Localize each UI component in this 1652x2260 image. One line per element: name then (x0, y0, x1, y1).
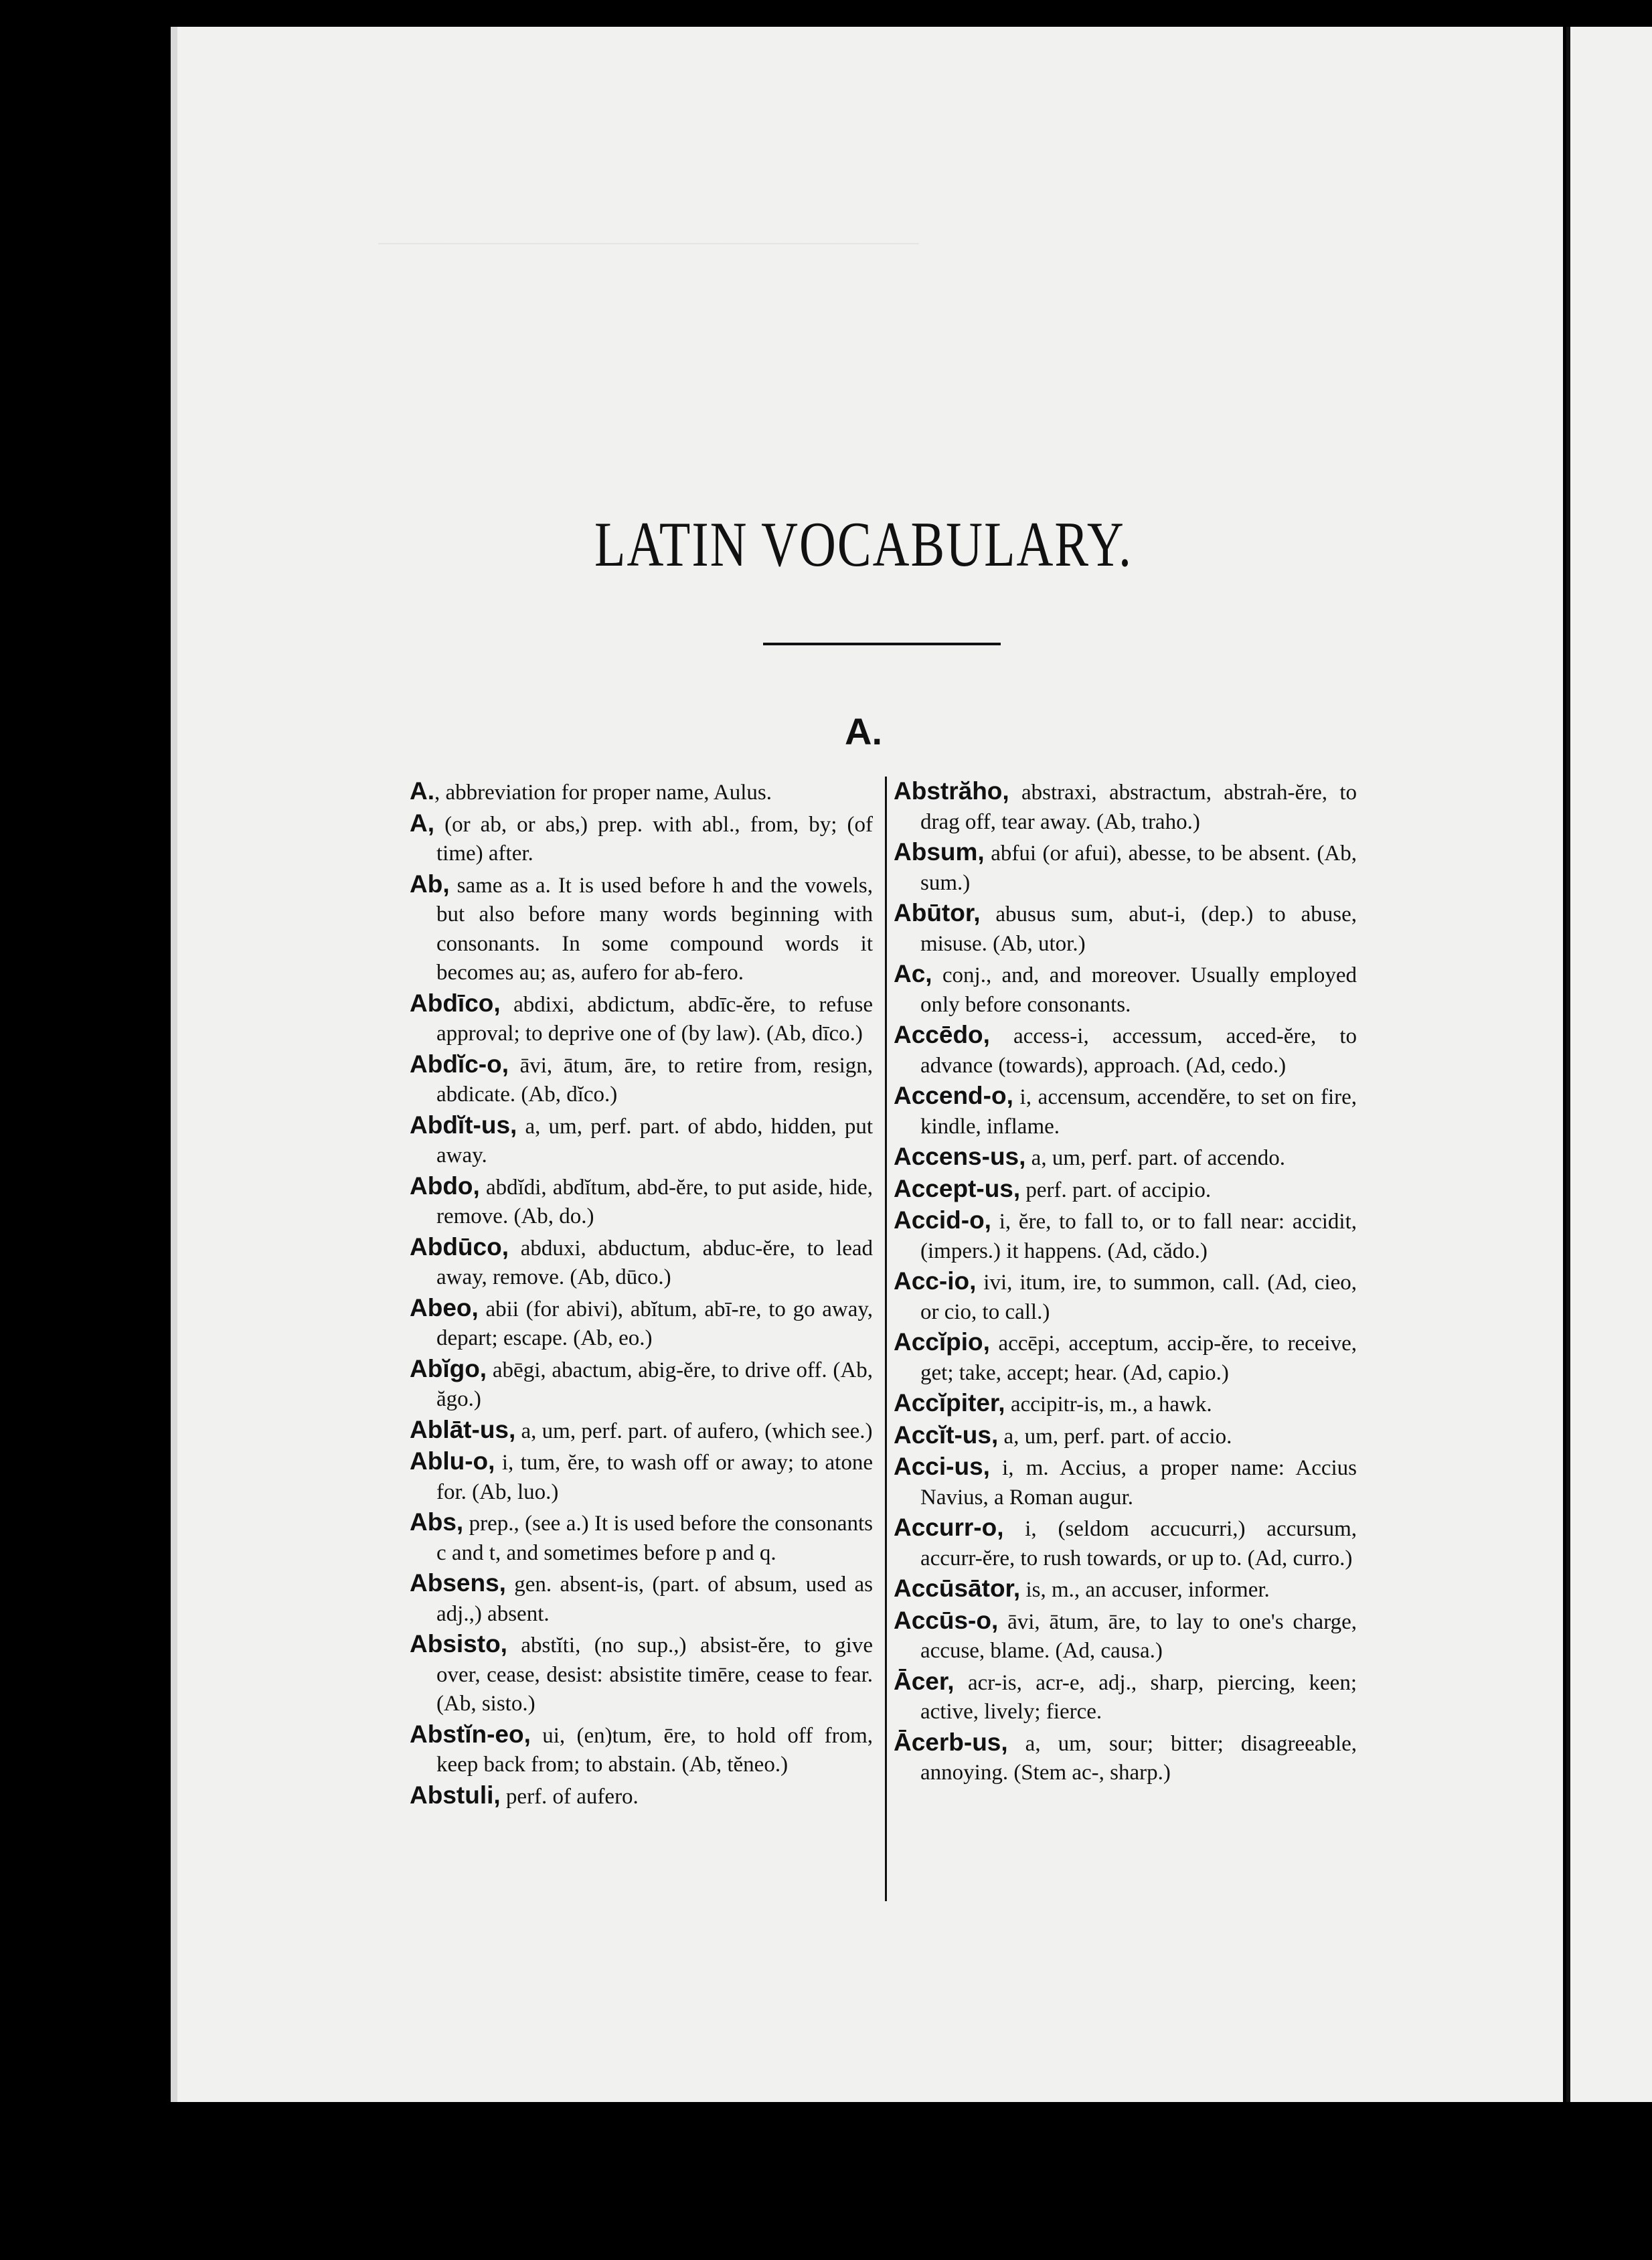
entry (894, 1513, 1357, 1573)
entry (894, 1206, 1357, 1266)
headword: Acci-us, (894, 1453, 990, 1480)
entry (894, 777, 1357, 837)
left-column (410, 777, 873, 1812)
headword: Accens-us, (894, 1143, 1026, 1170)
definition: conj., and, and moreover. Usually employed only before consonants. (920, 963, 1357, 1017)
definition: accēpi, acceptum, accip-ĕre, to receive, get; take, accept; hear. (Ad, capio.) (920, 1331, 1357, 1385)
definition: abēgi, abactum, abig-ĕre, to drive off. (Ab, ăgo.) (436, 1358, 873, 1411)
definition: a, um, sour; bitter; disagreeable, annoying. (Stem ac-, sharp.) (920, 1731, 1357, 1785)
headword: Abūtor, (894, 899, 981, 926)
entry (410, 777, 873, 808)
definition: abusus sum, abut-i, (dep.) to abuse, misuse. (Ab, utor.) (920, 902, 1357, 956)
entry (894, 1606, 1357, 1666)
section-letter: A. (845, 710, 882, 752)
headword: Abdo, (410, 1172, 480, 1200)
headword: Accid-o, (894, 1206, 991, 1234)
definition: i, (seldom accucurri,) accursum, accurr-ĕre, to rush towards, or up to. (Ad, curro.) (920, 1517, 1357, 1570)
headword: Abstrăho, (894, 777, 1009, 805)
entry (410, 1232, 873, 1293)
definition: abstraxi, abstractum, abstrah-ĕre, to drag off, tear away. (Ab, traho.) (920, 781, 1357, 834)
entry (410, 1415, 873, 1447)
headword: Abĭgo, (410, 1354, 487, 1382)
entry (410, 989, 873, 1049)
right-column (894, 777, 1357, 1789)
headword: Abdĭt-us, (410, 1111, 517, 1139)
entry (894, 1327, 1357, 1388)
headword: Absens, (410, 1569, 506, 1597)
entry (894, 898, 1357, 959)
definition: a, um, perf. part. of accio. (998, 1424, 1232, 1449)
title-rule (763, 643, 1001, 645)
entry (894, 959, 1357, 1020)
definition: perf. part. of accipio. (1020, 1178, 1212, 1202)
headword: Accēdo, (894, 1021, 990, 1048)
headword: Accend-o, (894, 1082, 1013, 1109)
headword: A. (410, 777, 434, 805)
definition: abduxi, abductum, abduc-ĕre, to lead away, remove. (Ab, dūco.) (436, 1236, 873, 1289)
headword: Accĭpio, (894, 1328, 990, 1356)
definition: abdĭdi, abdĭtum, abd-ĕre, to put aside, hide, remove. (Ab, do.) (436, 1175, 873, 1228)
headword: Abdĭc-o, (410, 1050, 509, 1078)
entry (410, 1293, 873, 1354)
entry (894, 1667, 1357, 1727)
definition: ui, (en)tum, ēre, to hold off from, keep back from; to abstain. (Ab, tĕneo.) (436, 1723, 873, 1777)
definition: prep., (see a.) It is used before the consonants c and t, and sometimes before p and q. (436, 1512, 873, 1565)
entry (410, 1111, 873, 1171)
definition: a, um, perf. part. of abdo, hidden, put away. (436, 1114, 873, 1167)
entry (410, 809, 873, 869)
entry (410, 1568, 873, 1629)
headword: Ācerb-us, (894, 1728, 1008, 1756)
definition: same as a. It is used before h and the vowels, but also before many words beginning with consonants. In some compound words it becomes au; as, aufero for ab-fero. (436, 873, 873, 985)
headword: Ācer, (894, 1667, 955, 1695)
headword: Accĭt-us, (894, 1421, 999, 1449)
entry (410, 1447, 873, 1507)
headword: Abeo, (410, 1293, 479, 1321)
definition: a, um, perf. part. of accendo. (1025, 1146, 1285, 1170)
headword: A, (410, 809, 434, 837)
definition: a, um, perf. part. of aufero, (which see.) (515, 1419, 873, 1443)
headword: Abdūco, (410, 1232, 509, 1261)
headword: Ab, (410, 870, 450, 898)
entry (894, 1267, 1357, 1327)
definition: (or ab, or abs,) prep. with abl., from, by; (of time) after. (434, 812, 873, 866)
headword: Abstĭn-eo, (410, 1720, 531, 1748)
definition: abdixi, abdictum, abdīc-ĕre, to refuse approval; to deprive one of (by law). (Ab, dīco.) (436, 992, 873, 1046)
headword: Absum, (894, 838, 985, 866)
entry (894, 1421, 1357, 1452)
entry (410, 1781, 873, 1812)
entry (894, 1452, 1357, 1512)
entry (894, 1728, 1357, 1788)
entry (894, 837, 1357, 898)
entry (410, 1354, 873, 1415)
definition: i, tum, ĕre, to wash off or away; to atone for. (Ab, luo.) (436, 1451, 873, 1504)
bleed-through-text (378, 228, 919, 260)
headword: Accurr-o, (894, 1514, 1004, 1541)
entry (894, 1020, 1357, 1080)
definition: ivi, itum, ire, to summon, call. (Ad, cieo, or cio, to call.) (920, 1271, 1357, 1324)
entry (410, 1172, 873, 1232)
definition: i, m. Accius, a proper name: Accius Navius, a Roman augur. (920, 1456, 1357, 1510)
headword: Ablu-o, (410, 1447, 495, 1475)
column-divider (885, 777, 887, 1901)
page-title: LATIN VOCABULARY. (594, 509, 1133, 580)
headword: Accūs-o, (894, 1606, 999, 1634)
headword: Absisto, (410, 1630, 507, 1658)
definition: āvi, ātum, āre, to retire from, resign, abdicate. (Ab, dĭco.) (436, 1053, 873, 1107)
headword: Accept-us, (894, 1174, 1021, 1202)
definition: abfui (or afui), abesse, to be absent. (Ab, sum.) (920, 841, 1357, 895)
headword: Abstuli, (410, 1781, 501, 1809)
headword: Abdīco, (410, 989, 501, 1017)
adjacent-page-edge (1566, 27, 1652, 2102)
entry (894, 1142, 1357, 1174)
headword: Accūsātor, (894, 1575, 1021, 1602)
definition: āvi, ātum, āre, to lay to one's charge, accuse, blame. (Ad, causa.) (920, 1609, 1357, 1663)
headword: Ac, (894, 960, 932, 987)
entry (410, 1720, 873, 1780)
entry (894, 1388, 1357, 1420)
entry (410, 1050, 873, 1110)
definition: abii (for abivi), abĭtum, abī-re, to go away, depart; escape. (Ab, eo.) (436, 1297, 873, 1350)
entry (410, 1629, 873, 1719)
entry (894, 1081, 1357, 1141)
definition: i, ĕre, to fall to, or to fall near: accidit, (impers.) it happens. (Ad, cădo.) (920, 1210, 1357, 1263)
entry (410, 870, 873, 988)
entry (894, 1174, 1357, 1206)
headword: Ablāt-us, (410, 1415, 516, 1443)
definition: perf. of aufero. (500, 1784, 639, 1809)
headword: Abs, (410, 1508, 464, 1536)
definition: accipitr-is, m., a hawk. (1005, 1392, 1212, 1417)
definition: i, accensum, accendĕre, to set on fire, kindle, inflame. (920, 1085, 1357, 1139)
definition: access-i, accessum, acced-ĕre, to advance (towards), approach. (Ad, cedo.) (920, 1024, 1357, 1078)
definition: gen. absent-is, (part. of absum, used as adj.,) absent. (436, 1572, 873, 1626)
entry (410, 1508, 873, 1568)
headword: Accĭpiter, (894, 1389, 1005, 1417)
definition: , abbreviation for proper name, Aulus. (434, 781, 772, 805)
entry (894, 1574, 1357, 1605)
definition: acr-is, acr-e, adj., sharp, piercing, keen; active, lively; fierce. (920, 1670, 1357, 1724)
definition: is, m., an accuser, informer. (1020, 1578, 1270, 1602)
definition: abstĭti, (no sup.,) absist-ĕre, to give over, cease, desist: absistite timēre, cease to fear. (Ab, sisto.) (436, 1633, 873, 1716)
headword: Acc-io, (894, 1267, 977, 1295)
